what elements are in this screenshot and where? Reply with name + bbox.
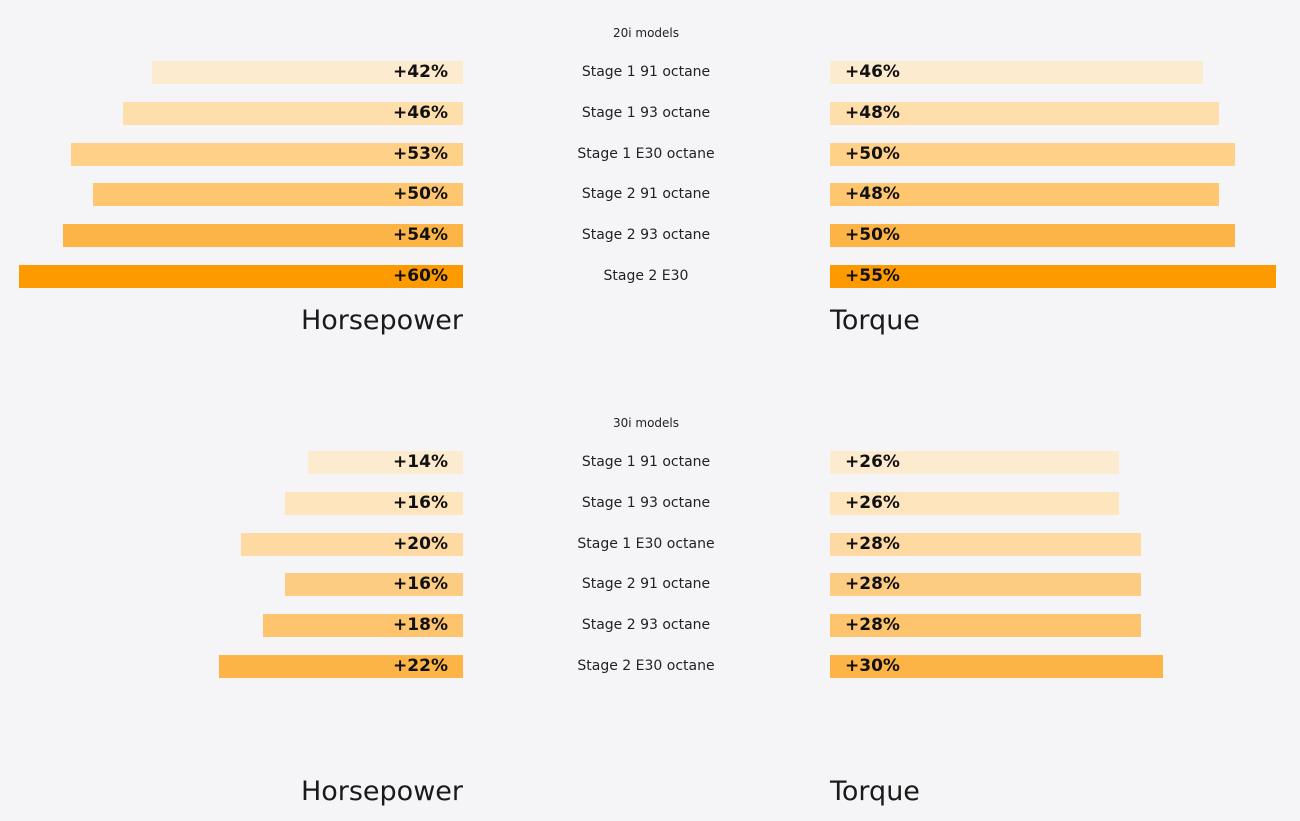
bar-row [0,183,1300,207]
torque-value-label: +26% [845,492,900,513]
torque-bar [830,102,1219,125]
horsepower-value-label: +53% [393,143,448,164]
bar-row [0,61,1300,85]
chart-title: 20i models [612,26,680,40]
stage-label: Stage 1 91 octane [581,64,711,80]
horsepower-bar [123,102,463,125]
torque-bar [830,451,1119,474]
horsepower-bar [71,143,463,166]
horsepower-value-label: +14% [393,452,448,472]
torque-value-label: +28% [845,574,900,595]
bar-row [0,265,1300,289]
bar-row [0,492,1300,516]
chart-title: 30i models [612,416,680,430]
bar-row [0,143,1300,167]
torque-value-label: +30% [845,656,900,676]
torque-bar [830,224,1235,247]
stage-label: Stage 2 91 octane [581,576,711,593]
torque-axis-title: Torque [830,776,920,807]
horsepower-bar [93,183,463,206]
torque-value-label: +48% [845,102,900,123]
stage-label: Stage 1 91 octane [581,454,711,470]
horsepower-bar [63,224,463,247]
horsepower-bar [285,573,463,596]
bar-row [0,224,1300,248]
bar-row [0,533,1300,557]
bar-row [0,573,1300,597]
horsepower-bar [285,492,463,515]
stage-label: Stage 2 E30 octane [577,658,715,674]
bar-row [0,655,1300,679]
torque-bar [830,61,1203,84]
torque-value-label: +50% [845,225,900,246]
torque-value-label: +26% [845,452,900,472]
stage-label: Stage 1 93 octane [581,494,711,511]
torque-bar [830,533,1141,556]
stage-label: Stage 2 E30 [603,268,689,284]
bar-row [0,614,1300,638]
torque-value-label: +50% [845,143,900,164]
torque-bar [830,183,1219,206]
horsepower-bar [19,265,463,288]
horsepower-value-label: +50% [393,184,448,205]
torque-bar [830,492,1119,515]
torque-bar [830,614,1141,637]
horsepower-value-label: +60% [393,266,448,286]
horsepower-axis-title: Horsepower [300,776,463,807]
torque-bar [830,655,1163,678]
horsepower-bar [263,614,463,637]
torque-bar [830,573,1141,596]
horsepower-value-label: +18% [393,615,448,636]
horsepower-value-label: +46% [393,102,448,123]
horsepower-axis-title: Horsepower [300,305,463,336]
stage-label: Stage 1 93 octane [581,104,711,121]
stage-label: Stage 2 93 octane [581,227,711,244]
horsepower-value-label: +22% [393,656,448,676]
horsepower-value-label: +16% [393,574,448,595]
torque-value-label: +28% [845,615,900,636]
horsepower-bar [241,533,463,556]
stage-label: Stage 2 91 octane [581,186,711,203]
torque-value-label: +46% [845,62,900,82]
horsepower-bar [219,655,463,678]
torque-value-label: +28% [845,533,900,554]
stage-label: Stage 1 E30 octane [577,145,715,162]
torque-bar [830,143,1235,166]
horsepower-bar [152,61,463,84]
bar-row [0,102,1300,126]
stage-label: Stage 2 93 octane [581,617,711,634]
horsepower-bar [308,451,463,474]
horsepower-value-label: +20% [393,533,448,554]
torque-bar [830,265,1276,288]
torque-axis-title: Torque [830,305,920,336]
stage-label: Stage 1 E30 octane [577,535,715,552]
torque-value-label: +48% [845,184,900,205]
horsepower-value-label: +42% [393,62,448,82]
horsepower-value-label: +16% [393,492,448,513]
horsepower-value-label: +54% [393,225,448,246]
torque-value-label: +55% [845,266,900,286]
bar-row [0,451,1300,475]
